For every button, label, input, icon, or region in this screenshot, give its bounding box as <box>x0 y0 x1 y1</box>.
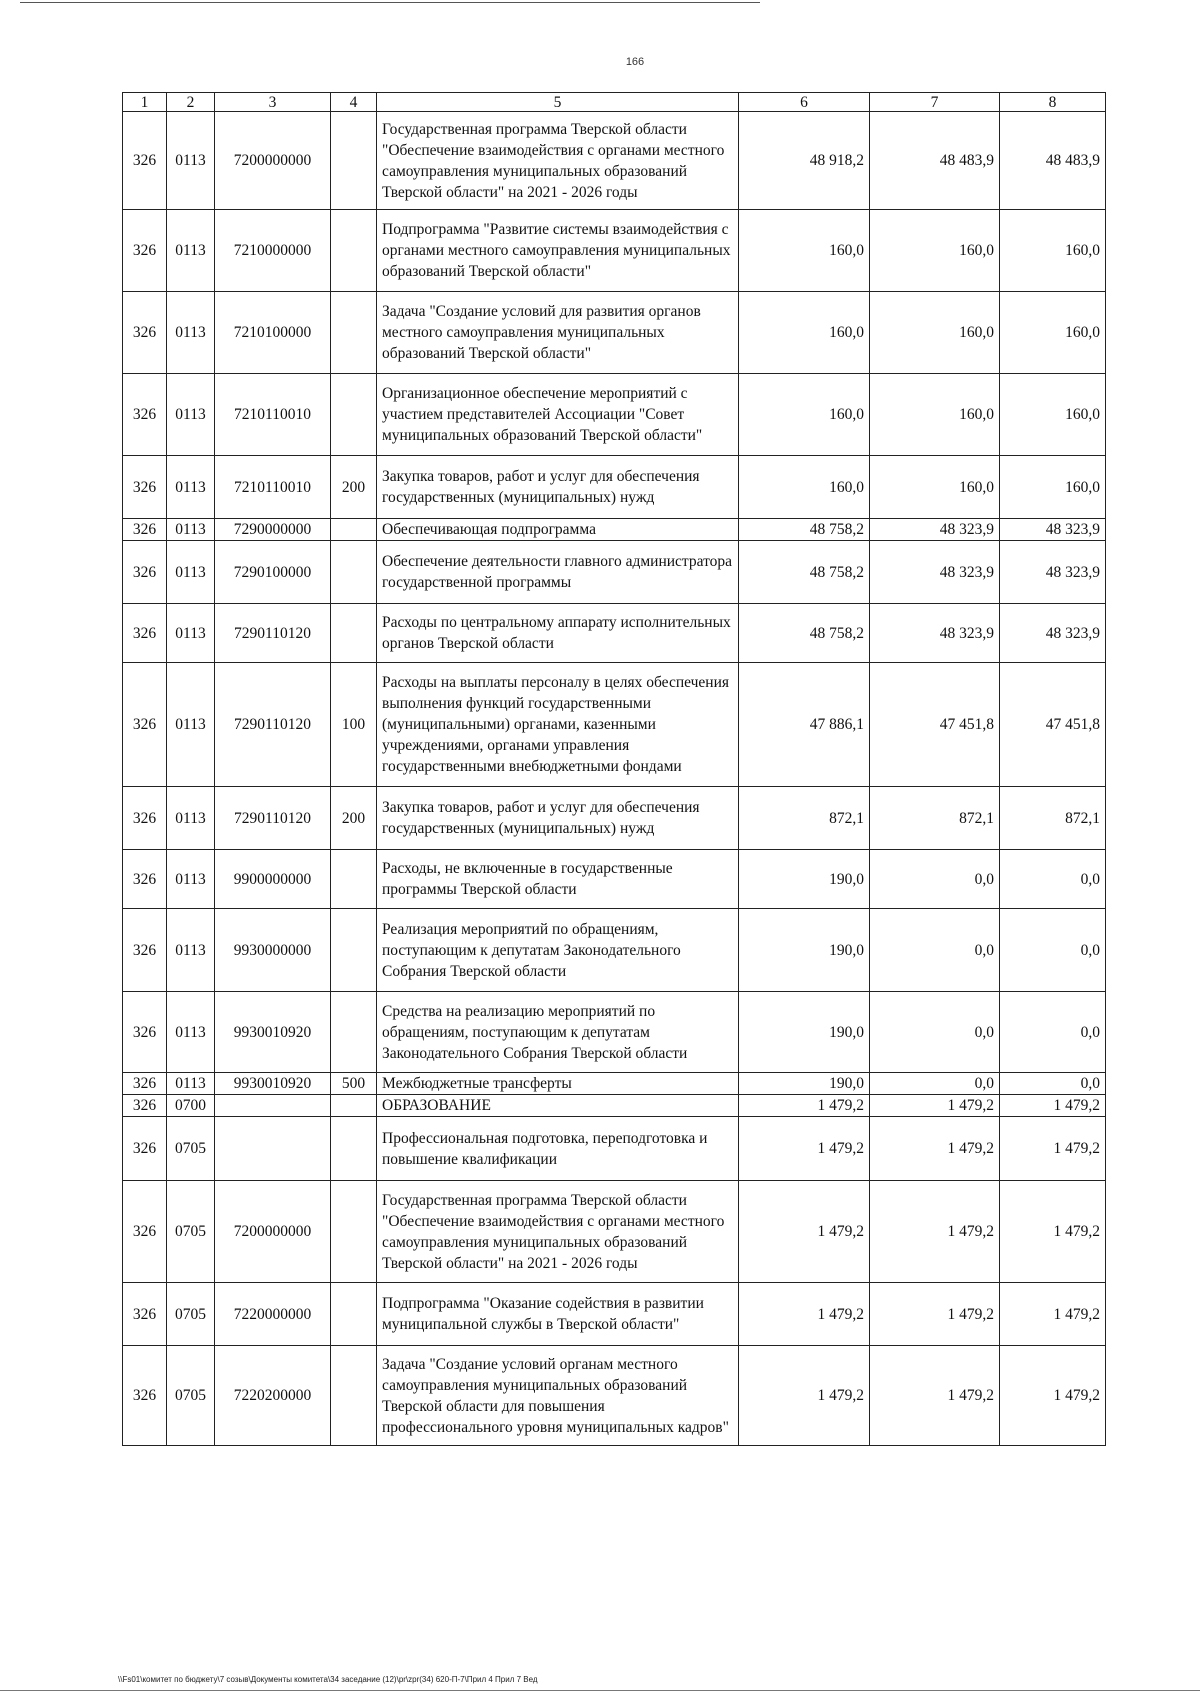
code-admin: 326 <box>123 604 167 663</box>
code-section: 0113 <box>167 1073 215 1095</box>
amount-col6: 1 479,2 <box>739 1283 870 1346</box>
code-target-article: 7220000000 <box>215 1283 331 1346</box>
column-header-4: 4 <box>331 93 377 112</box>
code-section: 0113 <box>167 374 215 456</box>
amount-col7: 0,0 <box>870 1073 1000 1095</box>
code-target-article: 7220200000 <box>215 1346 331 1446</box>
table-row <box>123 1117 1106 1181</box>
code-expense-type <box>331 1181 377 1283</box>
item-name: Задача "Создание условий для развития органов местного самоуправления муниципальных образований Тверской области" <box>377 292 739 374</box>
budget-table <box>122 92 1106 1446</box>
amount-col6: 190,0 <box>739 1073 870 1095</box>
amount-col7: 160,0 <box>870 292 1000 374</box>
amount-col8: 0,0 <box>1000 909 1106 992</box>
amount-col7: 1 479,2 <box>870 1346 1000 1446</box>
code-target-article: 9930010920 <box>215 1073 331 1095</box>
amount-col8: 160,0 <box>1000 374 1106 456</box>
table-row <box>123 850 1106 909</box>
table-row <box>123 541 1106 604</box>
item-name: ОБРАЗОВАНИЕ <box>377 1095 739 1117</box>
code-expense-type <box>331 1283 377 1346</box>
amount-col8: 160,0 <box>1000 210 1106 292</box>
amount-col8: 48 323,9 <box>1000 519 1106 541</box>
code-expense-type <box>331 604 377 663</box>
amount-col8: 1 479,2 <box>1000 1283 1106 1346</box>
amount-col7: 48 323,9 <box>870 541 1000 604</box>
code-expense-type <box>331 210 377 292</box>
code-target-article: 7200000000 <box>215 112 331 210</box>
amount-col6: 1 479,2 <box>739 1181 870 1283</box>
table-row <box>123 604 1106 663</box>
code-admin: 326 <box>123 519 167 541</box>
amount-col8: 160,0 <box>1000 292 1106 374</box>
code-target-article: 7200000000 <box>215 1181 331 1283</box>
code-target-article: 7290110120 <box>215 663 331 787</box>
code-admin: 326 <box>123 1117 167 1181</box>
column-header-8: 8 <box>1000 93 1106 112</box>
amount-col8: 48 323,9 <box>1000 541 1106 604</box>
table-row <box>123 909 1106 992</box>
table-row <box>123 663 1106 787</box>
code-admin: 326 <box>123 787 167 850</box>
code-target-article: 9930000000 <box>215 909 331 992</box>
amount-col8: 0,0 <box>1000 1073 1106 1095</box>
table-row <box>123 1181 1106 1283</box>
code-admin: 326 <box>123 1283 167 1346</box>
item-name: Обеспечивающая подпрограмма <box>377 519 739 541</box>
code-admin: 326 <box>123 1095 167 1117</box>
amount-col7: 1 479,2 <box>870 1117 1000 1181</box>
amount-col8: 872,1 <box>1000 787 1106 850</box>
amount-col8: 47 451,8 <box>1000 663 1106 787</box>
code-admin: 326 <box>123 1073 167 1095</box>
item-name: Организационное обеспечение мероприятий с участием представителей Ассоциации "Совет муниципальных образований Тверской области" <box>377 374 739 456</box>
amount-col6: 48 918,2 <box>739 112 870 210</box>
table-row <box>123 787 1106 850</box>
code-section: 0113 <box>167 292 215 374</box>
amount-col6: 1 479,2 <box>739 1346 870 1446</box>
code-admin: 326 <box>123 541 167 604</box>
amount-col6: 48 758,2 <box>739 541 870 604</box>
code-section: 0113 <box>167 519 215 541</box>
amount-col7: 48 323,9 <box>870 519 1000 541</box>
amount-col6: 160,0 <box>739 456 870 519</box>
item-name: Расходы по центральному аппарату исполнительных органов Тверской области <box>377 604 739 663</box>
code-section: 0113 <box>167 850 215 909</box>
amount-col8: 48 483,9 <box>1000 112 1106 210</box>
code-section: 0705 <box>167 1283 215 1346</box>
code-expense-type: 500 <box>331 1073 377 1095</box>
item-name: Реализация мероприятий по обращениям, поступающим к депутатам Законодательного Собрания Тверской области <box>377 909 739 992</box>
amount-col7: 0,0 <box>870 992 1000 1073</box>
column-header-1: 1 <box>123 93 167 112</box>
amount-col6: 160,0 <box>739 292 870 374</box>
amount-col7: 1 479,2 <box>870 1095 1000 1117</box>
amount-col6: 872,1 <box>739 787 870 850</box>
amount-col6: 190,0 <box>739 909 870 992</box>
amount-col7: 1 479,2 <box>870 1283 1000 1346</box>
amount-col8: 0,0 <box>1000 992 1106 1073</box>
code-admin: 326 <box>123 850 167 909</box>
code-section: 0705 <box>167 1117 215 1181</box>
page-number: 166 <box>625 56 645 68</box>
table-row <box>123 112 1106 210</box>
table-row <box>123 1346 1106 1446</box>
amount-col7: 160,0 <box>870 374 1000 456</box>
amount-col7: 160,0 <box>870 456 1000 519</box>
code-expense-type <box>331 850 377 909</box>
code-expense-type <box>331 992 377 1073</box>
item-name: Профессиональная подготовка, переподготовка и повышение квалификации <box>377 1117 739 1181</box>
code-section: 0113 <box>167 909 215 992</box>
amount-col7: 872,1 <box>870 787 1000 850</box>
amount-col8: 48 323,9 <box>1000 604 1106 663</box>
item-name: Расходы, не включенные в государственные программы Тверской области <box>377 850 739 909</box>
code-admin: 326 <box>123 909 167 992</box>
table-row <box>123 292 1106 374</box>
item-name: Закупка товаров, работ и услуг для обеспечения государственных (муниципальных) нужд <box>377 456 739 519</box>
code-target-article <box>215 1117 331 1181</box>
item-name: Подпрограмма "Развитие системы взаимодействия с органами местного самоуправления муниципальных образований Тверской области" <box>377 210 739 292</box>
code-target-article: 9930010920 <box>215 992 331 1073</box>
code-admin: 326 <box>123 292 167 374</box>
table-row <box>123 1095 1106 1117</box>
table-row <box>123 374 1106 456</box>
code-target-article: 7290000000 <box>215 519 331 541</box>
amount-col8: 1 479,2 <box>1000 1346 1106 1446</box>
item-name: Межбюджетные трансферты <box>377 1073 739 1095</box>
code-admin: 326 <box>123 663 167 787</box>
code-admin: 326 <box>123 456 167 519</box>
code-admin: 326 <box>123 1346 167 1446</box>
code-expense-type: 200 <box>331 456 377 519</box>
code-target-article: 7210100000 <box>215 292 331 374</box>
table-row <box>123 992 1106 1073</box>
amount-col7: 1 479,2 <box>870 1181 1000 1283</box>
table-row <box>123 1073 1106 1095</box>
code-admin: 326 <box>123 992 167 1073</box>
code-expense-type <box>331 374 377 456</box>
footer-file-path: \\Fs01\комитет по бюджету\7 созыв\Документы комитета\34 заседание (12)\pr\zpr(34) 620-П-7\Прил 4 Прил 7 Вед <box>118 1675 538 1684</box>
column-header-5: 5 <box>377 93 739 112</box>
amount-col7: 160,0 <box>870 210 1000 292</box>
column-header-7: 7 <box>870 93 1000 112</box>
amount-col8: 160,0 <box>1000 456 1106 519</box>
item-name: Средства на реализацию мероприятий по обращениям, поступающим к депутатам Законодательного Собрания Тверской области <box>377 992 739 1073</box>
code-section: 0113 <box>167 456 215 519</box>
code-section: 0113 <box>167 112 215 210</box>
code-section: 0113 <box>167 604 215 663</box>
item-name: Государственная программа Тверской области "Обеспечение взаимодействия с органами местного самоуправления муниципальных образований Тверской области" на 2021 - 2026 годы <box>377 1181 739 1283</box>
code-expense-type <box>331 1117 377 1181</box>
code-expense-type: 200 <box>331 787 377 850</box>
code-target-article <box>215 1095 331 1117</box>
item-name: Подпрограмма "Оказание содействия в развитии муниципальной службы в Тверской области" <box>377 1283 739 1346</box>
code-target-article: 7210110010 <box>215 374 331 456</box>
amount-col7: 47 451,8 <box>870 663 1000 787</box>
code-expense-type <box>331 292 377 374</box>
bottom-rule <box>0 1690 1200 1691</box>
amount-col6: 47 886,1 <box>739 663 870 787</box>
code-target-article: 7290110120 <box>215 787 331 850</box>
code-target-article: 7210000000 <box>215 210 331 292</box>
code-admin: 326 <box>123 210 167 292</box>
amount-col6: 48 758,2 <box>739 519 870 541</box>
code-section: 0113 <box>167 663 215 787</box>
code-expense-type <box>331 1346 377 1446</box>
amount-col8: 1 479,2 <box>1000 1095 1106 1117</box>
code-target-article: 7290100000 <box>215 541 331 604</box>
table-row <box>123 1283 1106 1346</box>
code-expense-type <box>331 519 377 541</box>
table-body <box>123 112 1106 1446</box>
code-admin: 326 <box>123 1181 167 1283</box>
item-name: Обеспечение деятельности главного администратора государственной программы <box>377 541 739 604</box>
code-target-article: 9900000000 <box>215 850 331 909</box>
amount-col6: 1 479,2 <box>739 1095 870 1117</box>
amount-col7: 0,0 <box>870 909 1000 992</box>
code-expense-type <box>331 909 377 992</box>
amount-col6: 190,0 <box>739 850 870 909</box>
table-row <box>123 519 1106 541</box>
top-rule <box>20 2 760 3</box>
code-target-article: 7290110120 <box>215 604 331 663</box>
amount-col6: 160,0 <box>739 374 870 456</box>
header-row <box>123 93 1106 112</box>
item-name: Государственная программа Тверской области "Обеспечение взаимодействия с органами местного самоуправления муниципальных образований Тверской области" на 2021 - 2026 годы <box>377 112 739 210</box>
code-section: 0705 <box>167 1181 215 1283</box>
code-admin: 326 <box>123 112 167 210</box>
item-name: Расходы на выплаты персоналу в целях обеспечения выполнения функций государственными (муниципальными) органами, казенными учреждениями, органами управления государственными внебюджетными фондами <box>377 663 739 787</box>
code-section: 0705 <box>167 1346 215 1446</box>
code-expense-type <box>331 1095 377 1117</box>
amount-col7: 48 483,9 <box>870 112 1000 210</box>
amount-col6: 160,0 <box>739 210 870 292</box>
amount-col8: 1 479,2 <box>1000 1181 1106 1283</box>
table-row <box>123 210 1106 292</box>
amount-col7: 0,0 <box>870 850 1000 909</box>
amount-col8: 0,0 <box>1000 850 1106 909</box>
code-section: 0700 <box>167 1095 215 1117</box>
code-expense-type: 100 <box>331 663 377 787</box>
code-section: 0113 <box>167 541 215 604</box>
amount-col7: 48 323,9 <box>870 604 1000 663</box>
table-row <box>123 456 1106 519</box>
amount-col8: 1 479,2 <box>1000 1117 1106 1181</box>
column-header-6: 6 <box>739 93 870 112</box>
code-section: 0113 <box>167 992 215 1073</box>
item-name: Задача "Создание условий органам местного самоуправления муниципальных образований Тверской области для повышения профессионального уровня муниципальных кадров" <box>377 1346 739 1446</box>
code-expense-type <box>331 112 377 210</box>
column-header-3: 3 <box>215 93 331 112</box>
code-section: 0113 <box>167 787 215 850</box>
code-admin: 326 <box>123 374 167 456</box>
column-header-2: 2 <box>167 93 215 112</box>
item-name: Закупка товаров, работ и услуг для обеспечения государственных (муниципальных) нужд <box>377 787 739 850</box>
amount-col6: 1 479,2 <box>739 1117 870 1181</box>
amount-col6: 190,0 <box>739 992 870 1073</box>
code-section: 0113 <box>167 210 215 292</box>
amount-col6: 48 758,2 <box>739 604 870 663</box>
code-target-article: 7210110010 <box>215 456 331 519</box>
code-expense-type <box>331 541 377 604</box>
